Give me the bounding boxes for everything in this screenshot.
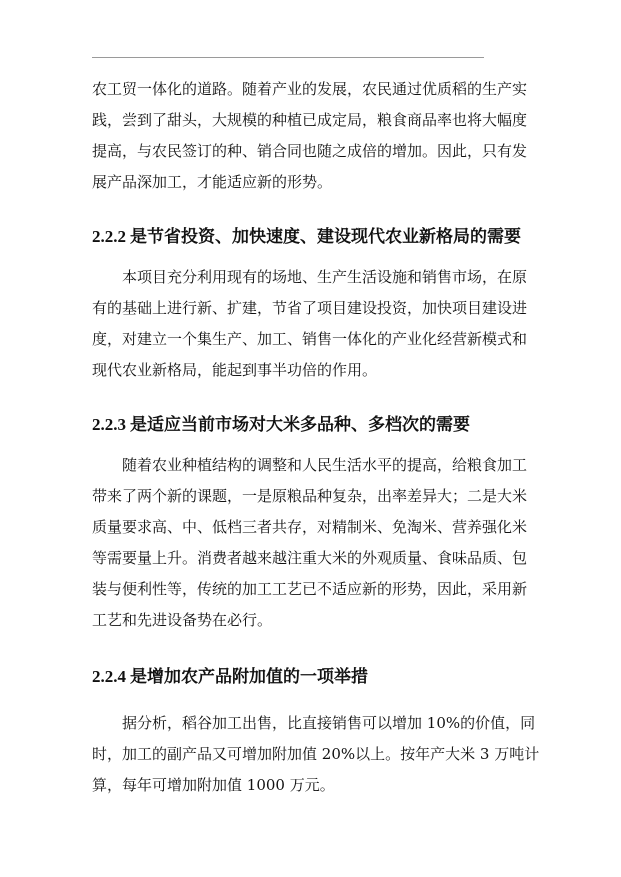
header-rule	[92, 57, 484, 58]
section-title: 是增加农产品附加值的一项举措	[130, 667, 368, 687]
paragraph-line: 等需要量上升。消费者越来越注重大米的外观质量、食味品质、包	[92, 549, 528, 567]
paragraph-line: 展产品深加工，才能适应新的形势。	[92, 173, 333, 191]
section-paragraph-2-2-2	[92, 262, 528, 386]
section-number: 2.2.4	[92, 667, 126, 686]
paragraph-line: 工艺和先进设备势在必行。	[92, 611, 273, 629]
paragraph-line: 据分析，稻谷加工出售，比直接销售可以增加 10%的价值，同	[122, 714, 536, 732]
section-paragraph-2-2-3	[92, 450, 528, 636]
paragraph-line: 装与便利性等，传统的加工工艺已不适应新的形势，因此，采用新	[92, 580, 528, 598]
intro-paragraph	[92, 74, 528, 198]
paragraph-line: 带来了两个新的课题，一是原粮品种复杂，出率差异大；二是大米	[92, 487, 528, 505]
paragraph-line: 现代农业新格局，能起到事半功倍的作用。	[92, 361, 378, 379]
paragraph-line: 提高，与农民签订的种、销合同也随之成倍的增加。因此，只有发	[92, 142, 528, 160]
paragraph-line: 农工贸一体化的道路。随着产业的发展，农民通过优质稻的生产实	[92, 80, 528, 98]
section-title: 是适应当前市场对大米多品种、多档次的需要	[130, 415, 470, 435]
paragraph-line: 践，尝到了甜头，大规模的种植已成定局，粮食商品率也将大幅度	[92, 111, 528, 129]
paragraph-line: 本项目充分利用现有的场地、生产生活设施和销售市场，在原	[122, 268, 528, 286]
paragraph-line: 算，每年可增加附加值 1000 万元。	[92, 776, 335, 794]
paragraph-line: 时，加工的副产品又可增加附加值 20%以上。按年产大米 3 万吨计	[92, 745, 540, 763]
section-number: 2.2.3	[92, 415, 126, 434]
section-paragraph-2-2-4	[92, 708, 540, 801]
paragraph-line: 有的基础上进行新、扩建，节省了项目建设投资，加快项目建设进	[92, 299, 528, 317]
section-number: 2.2.2	[92, 227, 126, 246]
paragraph-line: 随着农业种植结构的调整和人民生活水平的提高，给粮食加工	[122, 456, 528, 474]
paragraph-line: 质量要求高、中、低档三者共存，对精制米、免淘米、营养强化米	[92, 518, 528, 536]
section-heading-2-2-4	[92, 666, 368, 688]
section-heading-2-2-2	[92, 226, 521, 248]
paragraph-line: 度，对建立一个集生产、加工、销售一体化的产业化经营新模式和	[92, 330, 528, 348]
section-title: 是节省投资、加快速度、建设现代农业新格局的需要	[130, 227, 521, 247]
section-heading-2-2-3	[92, 414, 470, 436]
